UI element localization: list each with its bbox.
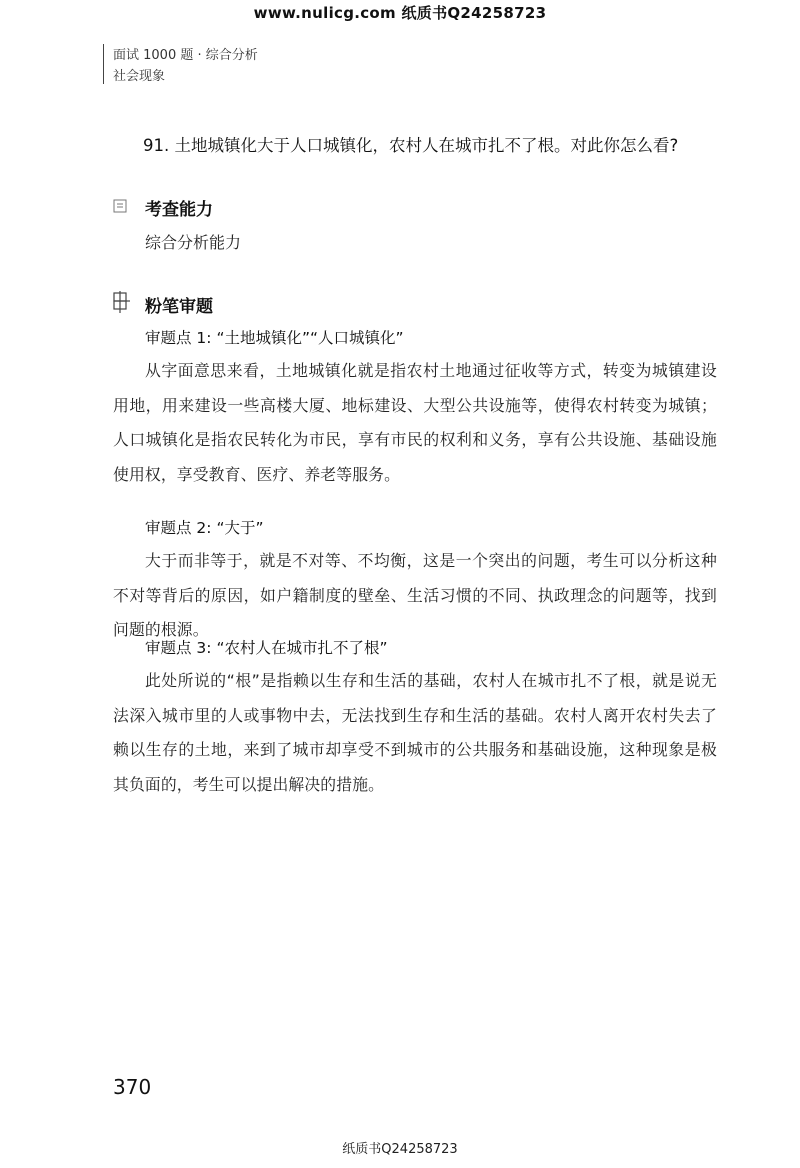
- ability-section-title: 考查能力: [145, 200, 213, 220]
- watermark-top: www.nulicg.com 纸质书Q24258723: [253, 4, 547, 22]
- page-number: 370: [113, 1075, 152, 1099]
- pen-icon: [113, 291, 129, 313]
- watermark-bottom: 纸质书Q24258723: [342, 1142, 458, 1157]
- running-header-title: 面试 1000 题 · 综合分析: [113, 48, 258, 63]
- analysis-section-title: 粉笔审题: [145, 297, 213, 317]
- point-2-heading: 审题点 2: “大于”: [145, 519, 264, 537]
- point-1-body: 从字面意思来看，土地城镇化就是指农村土地通过征收等方式，转变为城镇建设用地，用来建设一些高楼大厦、地标建设、大型公共设施等，使得农村转变为城镇；人口城镇化是指农民转化为市民，享有市民的权利和义务，享有公共设施、基础设施使用权，享受教育、医疗、养老等服务。: [113, 361, 717, 484]
- ability-content: 综合分析能力: [145, 233, 242, 252]
- header-divider: [103, 44, 104, 84]
- running-header-subtitle: 社会现象: [113, 69, 166, 84]
- point-3-heading: 审题点 3: “农村人在城市扎不了根”: [145, 639, 388, 657]
- ability-icon: [113, 199, 129, 215]
- question-title: 91. 土地城镇化大于人口城镇化，农村人在城市扎不了根。对此你怎么看?: [143, 136, 679, 155]
- point-2-body: 大于而非等于，就是不对等、不均衡，这是一个突出的问题，考生可以分析这种不对等背后的原因，如户籍制度的壁垒、生活习惯的不同、执政理念的问题等，找到问题的根源。: [113, 551, 717, 639]
- point-1-heading: 审题点 1: “土地城镇化”“人口城镇化”: [145, 329, 404, 347]
- point-3-body: 此处所说的“根”是指赖以生存和生活的基础，农村人在城市扎不了根，就是说无法深入城市里的人或事物中去，无法找到生存和生活的基础。农村人离开农村失去了赖以生存的土地，来到了城市却享受不到城市的公共服务和基础设施，这种现象是极其负面的，考生可以提出解决的措施。: [113, 671, 717, 794]
